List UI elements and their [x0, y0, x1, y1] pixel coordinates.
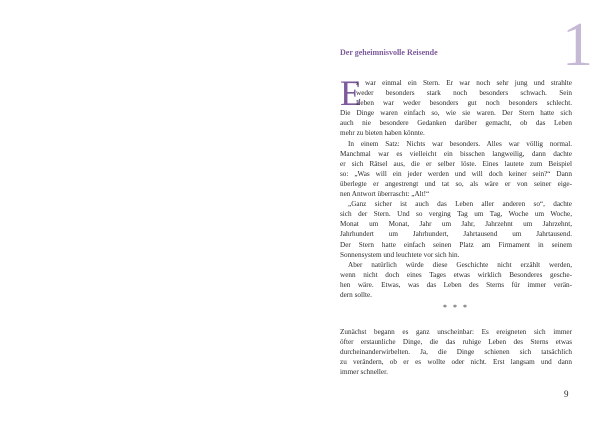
- text-line: Aber natürlich würde diese Geschichte nicht erzählt werden,: [348, 260, 572, 269]
- text-line: nen Antwort überrascht: „Alt!“: [340, 190, 430, 199]
- text-line: durcheinanderwirbelten. Ja, die Dinge schienen sich tatsächlich: [340, 348, 572, 357]
- text-line: mehr zu bieten haben könnte.: [340, 129, 425, 138]
- text-line: s war einmal ein Stern. Er war noch sehr jung und strahlte: [356, 79, 572, 87]
- text-line: dern sollte.: [340, 290, 372, 299]
- chapter-title: Der geheimnisvolle Reisende: [340, 48, 438, 57]
- second-section-text: [340, 327, 572, 377]
- text-line: Monat um Monat, Jahr um Jahr, Jahrzehnt um Jahrzehnt,: [340, 220, 572, 229]
- text-line: „Ganz sicher ist auch das Leben aller anderen so“, dachte: [348, 200, 572, 209]
- text-line: Sonnensystem und leuchtete vor sich hin.: [340, 250, 460, 259]
- text-line: In einem Satz: Nichts war besonders. Alles war völlig normal.: [348, 139, 572, 148]
- text-line: Jahrhundert um Jahrhundert, Jahrtausend um Jahrtausend.: [340, 230, 572, 239]
- text-line: Der Stern hatte einfach seinen Platz am Firmament in seinem: [340, 240, 572, 249]
- main-text: [340, 73, 572, 300]
- page-number: 9: [564, 389, 569, 399]
- text-line: überlegte er angestrengt und tat so, als wäre er von seiner eige-: [340, 179, 572, 188]
- text-line: hen wäre. Etwas, was das Leben des Sterns für immer verän-: [340, 280, 572, 289]
- text-line: öfter erstaunliche Dinge, die das ruhige Leben des Sterns etwas: [340, 338, 572, 347]
- text-line: sich der Stern. Und so verging Tag um Tag, Woche um Woche,: [340, 210, 572, 219]
- section-separator: * * *: [443, 303, 469, 312]
- text-line: Manchmal war es vielleicht ein bisschen langweilig, dann dachte: [340, 149, 572, 158]
- text-line: wenn nicht doch eines Tages etwas wirklich Besonderes gesche-: [340, 270, 572, 279]
- chapter-number: 1: [562, 11, 593, 79]
- text-line: er sich Rätsel aus, die er selber löste. Eines lautete zum Beispiel: [340, 159, 572, 168]
- text-line: zu verändern, ob er es wollte oder nicht. Erst langsam und dann: [340, 358, 572, 367]
- text-line: weder besonders stark noch besonders schwach. Sein: [356, 89, 572, 98]
- text-line: immer schneller.: [340, 368, 388, 377]
- drop-cap: E: [340, 73, 362, 113]
- text-line: so: „Was will ein jeder werden und will doch keiner sein?“ Dann: [340, 169, 572, 178]
- text-line: Zunächst begann es ganz unscheinbar: Es ereigneten sich immer: [340, 328, 572, 336]
- text-line: Leben war weder besonders gut noch besonders schlecht.: [356, 99, 572, 108]
- text-line: auch nie besondere Gedanken darüber gemacht, ob das Leben: [340, 119, 572, 128]
- text-line: Die Dinge waren einfach so, wie sie waren. Der Stern hatte sich: [340, 109, 572, 118]
